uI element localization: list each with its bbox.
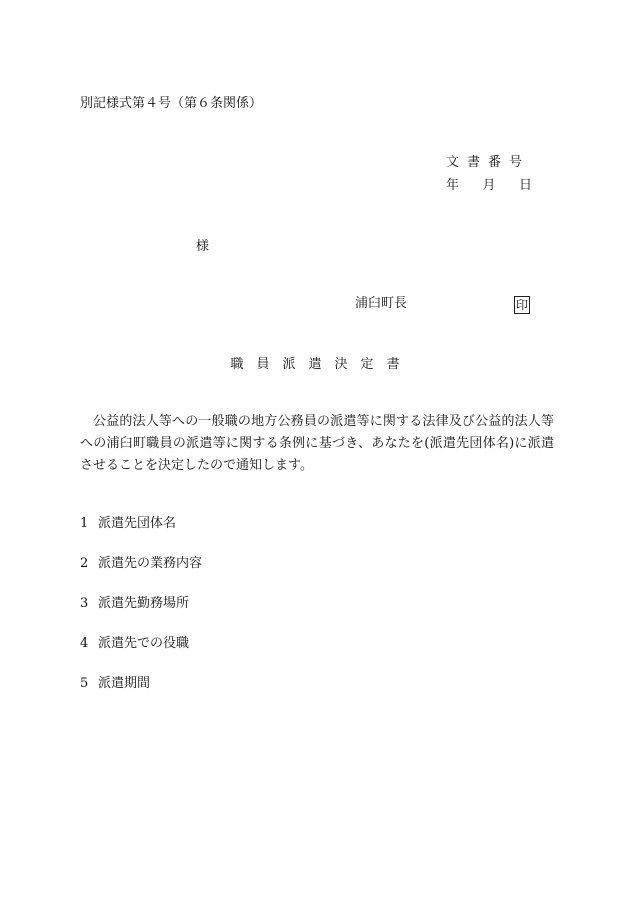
item-label: 派遣期間	[98, 676, 151, 691]
issuer-title: 浦臼町長	[355, 296, 408, 311]
seal-mark: 印	[516, 298, 529, 312]
item-label: 派遣先団体名	[98, 516, 177, 531]
item-number: 1	[80, 516, 89, 531]
document-date	[446, 179, 532, 192]
document-number-label: 文書番号	[446, 155, 531, 170]
list-item	[80, 517, 202, 557]
item-number: 4	[80, 636, 89, 651]
item-number: 2	[80, 556, 89, 571]
item-list	[80, 517, 202, 717]
date-year-label: 年	[446, 178, 460, 193]
form-identifier: 別記様式第４号（第６条関係）	[80, 96, 263, 111]
item-label: 派遣先の業務内容	[98, 556, 203, 571]
item-label: 派遣先勤務場所	[98, 596, 190, 611]
item-label: 派遣先での役職	[98, 636, 190, 651]
item-number: 5	[80, 676, 89, 691]
list-item	[80, 597, 202, 637]
document-title: 職員派遣決定書	[230, 357, 413, 372]
recipient-honorific: 様	[196, 239, 210, 254]
item-number: 3	[80, 596, 89, 611]
list-item	[80, 677, 202, 717]
date-month-label: 月	[482, 178, 496, 193]
list-item	[80, 637, 202, 677]
document-body: 公益的法人等への一般職の地方公務員の派遣等に関する法律及び公益的法人等への浦臼町職員の派遣等に関する条例に基づき、あなたを(派遣先団体名)に派遣させることを決定したので通知します。	[80, 414, 554, 473]
date-day-label: 日	[518, 178, 532, 193]
list-item	[80, 557, 202, 597]
